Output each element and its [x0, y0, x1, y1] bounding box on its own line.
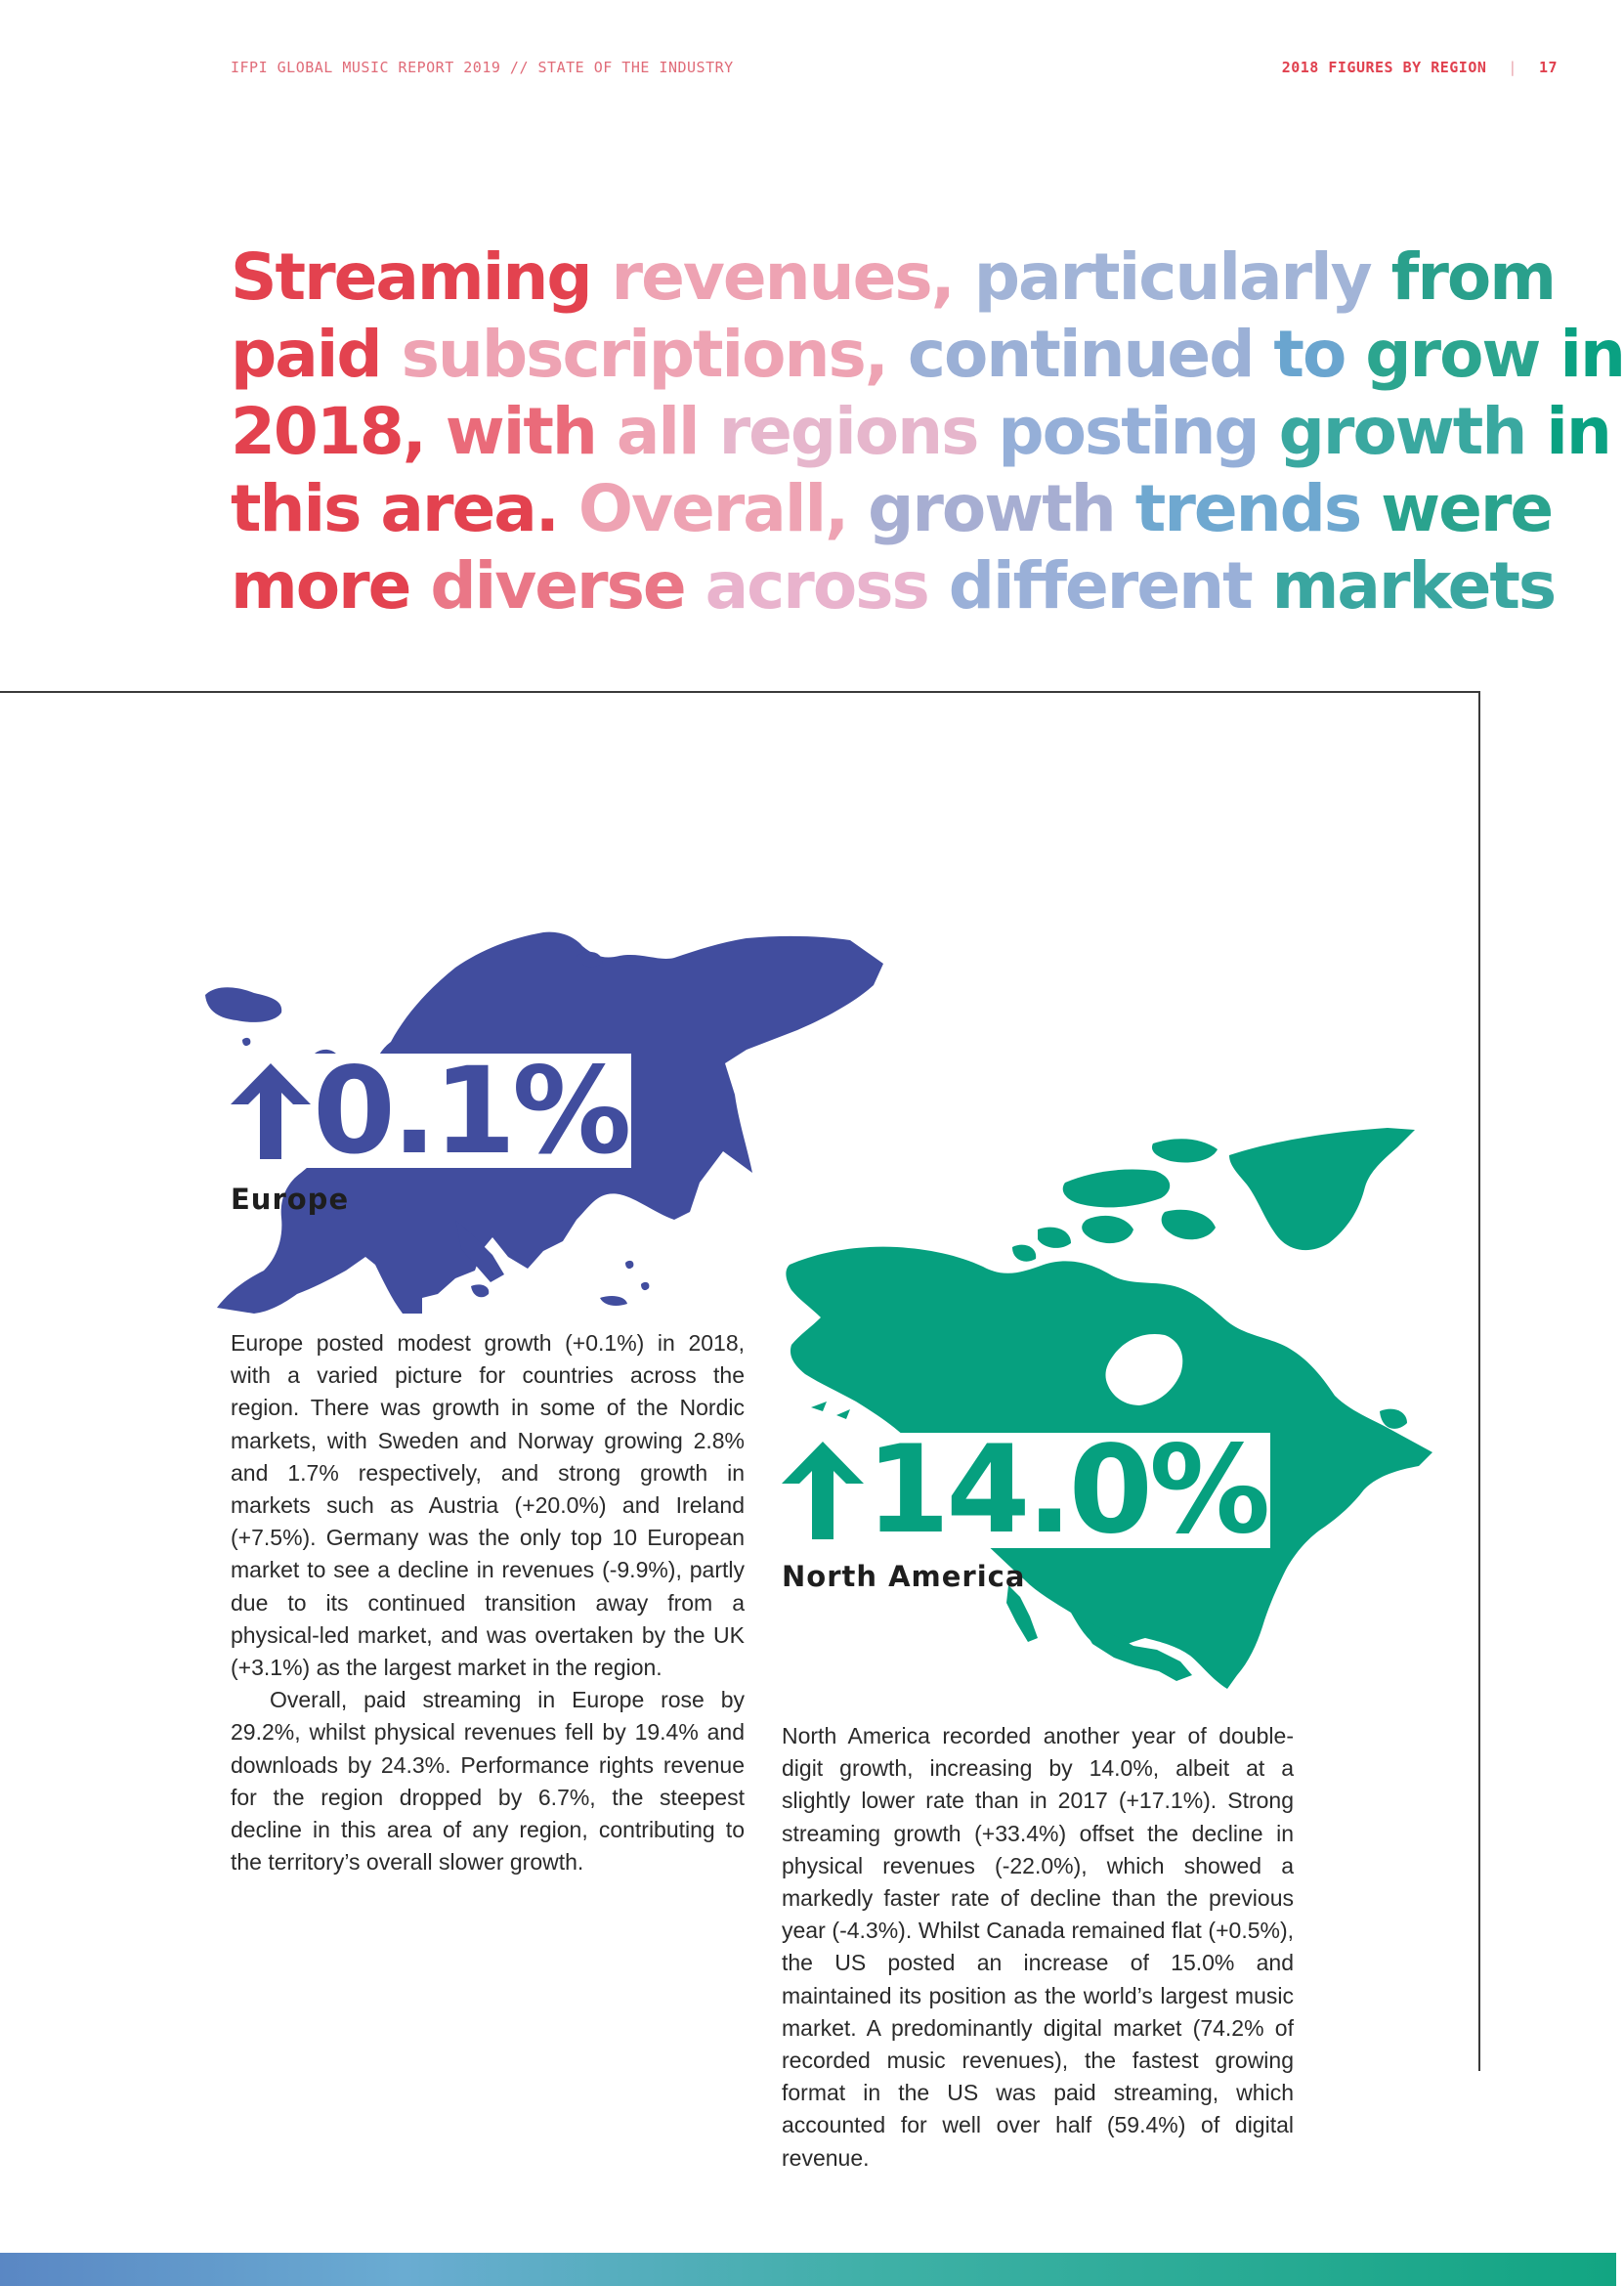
headline-word: in: [1560, 317, 1624, 392]
north-america-body-text: [782, 1720, 1294, 2175]
north-america-growth-stat: [782, 1420, 1270, 1561]
europe-paragraph-1: Europe posted modest growth (+0.1%) in 2018, with a varied picture for countries across the region. There was growth in some of the Nordic markets, with Sweden and Norway growing 2.8% and 1.7% respectively, and strong growth in markets such as Austria (+20.0%) and Ireland (+7.5%). Germany was the only top 10 European market to see a decline in revenues (-9.9%), partly due to its continued transition away from a physical-led market, and was overtaken by the UK (+3.1%) as the largest market in the region.: [231, 1330, 745, 1681]
headline-word: revenues,: [611, 239, 974, 315]
headline-word: with: [445, 394, 617, 469]
headline-word: paid: [231, 317, 402, 392]
headline-line: [231, 238, 1556, 316]
headline-word: across: [705, 548, 949, 624]
frame-top-rule: [0, 691, 1480, 693]
headline-word: from: [1390, 239, 1556, 315]
frame-right-rule: [1478, 691, 1480, 2071]
headline-word: Streaming: [231, 239, 612, 315]
page-number: 17: [1538, 59, 1558, 76]
arrow-up-icon: [782, 1442, 864, 1539]
running-header: [231, 59, 1558, 82]
headline-word: diverse: [430, 548, 705, 624]
north-america-map: [782, 1122, 1466, 1695]
headline-word: trends: [1134, 471, 1382, 546]
headline-word: this: [231, 471, 381, 546]
headline-line: [231, 470, 1553, 547]
headline-word: Overall,: [577, 471, 869, 546]
report-title: IFPI GLOBAL MUSIC REPORT 2019 // STATE OF THE INDUSTRY: [231, 59, 734, 76]
headline-word: subscriptions,: [401, 317, 908, 392]
north-america-label: North America: [782, 1560, 1026, 1593]
headline-word: continued: [907, 317, 1274, 392]
header-separator: |: [1508, 59, 1517, 76]
europe-growth-stat: [231, 1041, 631, 1181]
headline-word: grow: [1365, 317, 1560, 392]
page-headline: [231, 238, 1624, 625]
headline-line: [231, 547, 1556, 625]
headline-word: regions: [718, 394, 999, 469]
headline-word: markets: [1271, 548, 1556, 624]
headline-word: all: [616, 394, 719, 469]
headline-word: area.: [380, 471, 578, 546]
headline-word: particularly: [973, 239, 1391, 315]
headline-word: different: [948, 548, 1272, 624]
north-america-paragraph-1: North America recorded another year of double-digit growth, increasing by 14.0%, albeit at a slightly lower rate than in 2017 (+17.1%). Strong streaming growth (+33.4%) offset the decline in physical revenues (-22.0%), which showed a markedly faster rate of decline than the previous year (-4.3%). Whilst Canada remained flat (+0.5%), the US posted an increase of 15.0% and maintained its position as the world’s largest music market. A predominantly digital market (74.2% of recorded music revenues), the fastest growing format in the US was paid streaming, which accounted for well over half (59.4%) of digital revenue.: [782, 1723, 1294, 2171]
headline-line: [231, 393, 1610, 470]
headline-line: [231, 316, 1624, 393]
europe-label: Europe: [231, 1183, 350, 1216]
europe-body-text: [231, 1327, 745, 1878]
section-title: 2018 FIGURES BY REGION: [1281, 59, 1487, 76]
europe-growth-value: 0.1%: [313, 1041, 628, 1181]
north-america-growth-value: 14.0%: [866, 1420, 1267, 1561]
headline-word: were: [1381, 471, 1553, 546]
headline-word: growth: [868, 471, 1135, 546]
headline-word: to: [1273, 317, 1366, 392]
headline-word: growth: [1278, 394, 1547, 469]
section-page-info: [1282, 59, 1558, 76]
europe-paragraph-2: Overall, paid streaming in Europe rose by 29.2%, whilst physical revenues fell by 19.4% and downloads by 24.3%. Performance rights revenue for the region dropped by 6.7%, the steepest decline in this area of any region, contributing to the territory’s overall slower growth.: [231, 1687, 745, 1876]
footer-gradient-bar: [0, 2253, 1616, 2286]
arrow-up-icon: [231, 1063, 311, 1159]
headline-word: posting: [998, 394, 1279, 469]
headline-word: more: [231, 548, 431, 624]
headline-word: in: [1546, 394, 1610, 469]
headline-word: 2018,: [231, 394, 446, 469]
